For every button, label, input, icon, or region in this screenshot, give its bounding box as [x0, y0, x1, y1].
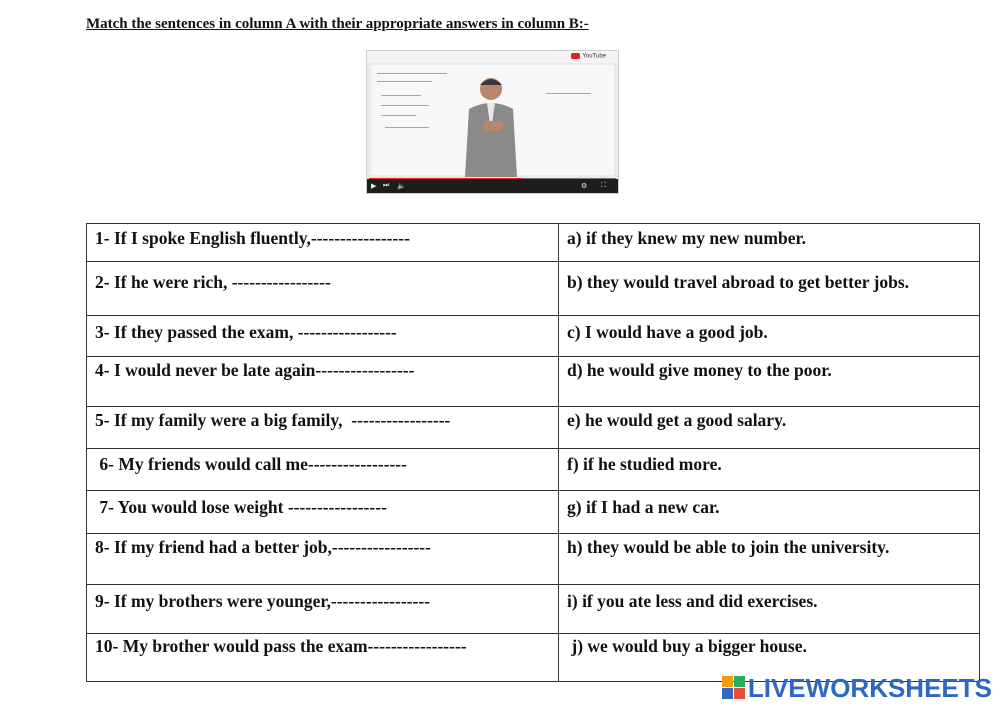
- answer-text: c) I would have a good job.: [567, 322, 768, 342]
- liveworksheets-blocks-icon: [722, 676, 746, 700]
- column-a-cell[interactable]: [87, 224, 559, 262]
- column-a-cell[interactable]: [87, 449, 559, 491]
- video-controls: [367, 179, 618, 193]
- answer-text: h) they would be able to join the university.: [567, 537, 890, 557]
- column-a-cell[interactable]: [87, 316, 559, 357]
- answer-text: b) they would travel abroad to get better jobs.: [567, 272, 910, 292]
- column-a-cell[interactable]: [87, 534, 559, 585]
- column-a-cell[interactable]: [87, 585, 559, 634]
- answer-text: i) if you ate less and did exercises.: [567, 591, 818, 611]
- sentence-text: 6- My friends would call me-----------------: [95, 454, 407, 474]
- answer-text: d) he would give money to the poor.: [567, 360, 832, 380]
- sentence-text: 9- If my brothers were younger,-----------------: [95, 591, 430, 611]
- sentence-text: 3- If they passed the exam, -----------------: [95, 322, 397, 342]
- answer-text: j) we would buy a bigger house.: [567, 636, 807, 656]
- table-row: [87, 491, 980, 534]
- instruction-heading: Match the sentences in column A with their appropriate answers in column B:-: [86, 16, 589, 32]
- column-b-cell[interactable]: [559, 534, 980, 585]
- answer-text: g) if I had a new car.: [567, 497, 720, 517]
- youtube-logo: [571, 53, 606, 60]
- column-b-cell[interactable]: [559, 491, 980, 534]
- sentence-text: 5- If my family were a big family, -----------------: [95, 410, 451, 430]
- column-a-cell[interactable]: [87, 491, 559, 534]
- settings-icon[interactable]: ⚙: [581, 182, 588, 190]
- sentence-text: 1- If I spoke English fluently,-----------------: [95, 228, 410, 248]
- next-icon[interactable]: ⏭: [383, 181, 390, 189]
- sentence-text: 4- I would never be late again-----------------: [95, 360, 415, 380]
- column-b-cell[interactable]: [559, 357, 980, 407]
- column-b-cell[interactable]: [559, 585, 980, 634]
- volume-icon[interactable]: 🔈: [397, 182, 406, 190]
- column-a-cell[interactable]: [87, 357, 559, 407]
- table-row: [87, 585, 980, 634]
- table-row: [87, 449, 980, 491]
- play-icon[interactable]: ▶: [371, 182, 377, 190]
- matching-table: [86, 223, 980, 682]
- column-a-cell[interactable]: [87, 407, 559, 449]
- sentence-text: 7- You would lose weight -----------------: [95, 497, 387, 517]
- column-b-cell[interactable]: [559, 449, 980, 491]
- liveworksheets-logo: [722, 673, 992, 703]
- liveworksheets-wordmark: LIVEWORKSHEETS: [747, 673, 992, 703]
- answer-text: a) if they knew my new number.: [567, 228, 807, 248]
- column-a-cell[interactable]: [87, 634, 559, 682]
- column-a-cell[interactable]: [87, 262, 559, 316]
- youtube-brand-label: YouTube: [582, 53, 606, 60]
- table-row: [87, 407, 980, 449]
- table-row: [87, 534, 980, 585]
- sentence-text: 2- If he were rich, -----------------: [95, 272, 331, 292]
- column-b-cell[interactable]: [559, 316, 980, 357]
- sentence-text: 10- My brother would pass the exam-----------------: [95, 636, 467, 656]
- sentence-text: 8- If my friend had a better job,-----------------: [95, 537, 431, 557]
- video-player[interactable]: [366, 50, 619, 194]
- column-b-cell[interactable]: [559, 262, 980, 316]
- table-row: [87, 357, 980, 407]
- table-row: [87, 316, 980, 357]
- teacher-figure: [447, 71, 527, 177]
- fullscreen-icon[interactable]: ⛶: [601, 181, 606, 189]
- video-top-bar: [367, 51, 618, 63]
- youtube-icon: [571, 53, 580, 59]
- answer-text: e) he would get a good salary.: [567, 410, 787, 430]
- table-row: [87, 224, 980, 262]
- column-b-cell[interactable]: [559, 224, 980, 262]
- answer-text: f) if he studied more.: [567, 454, 722, 474]
- column-b-cell[interactable]: [559, 407, 980, 449]
- table-row: [87, 262, 980, 316]
